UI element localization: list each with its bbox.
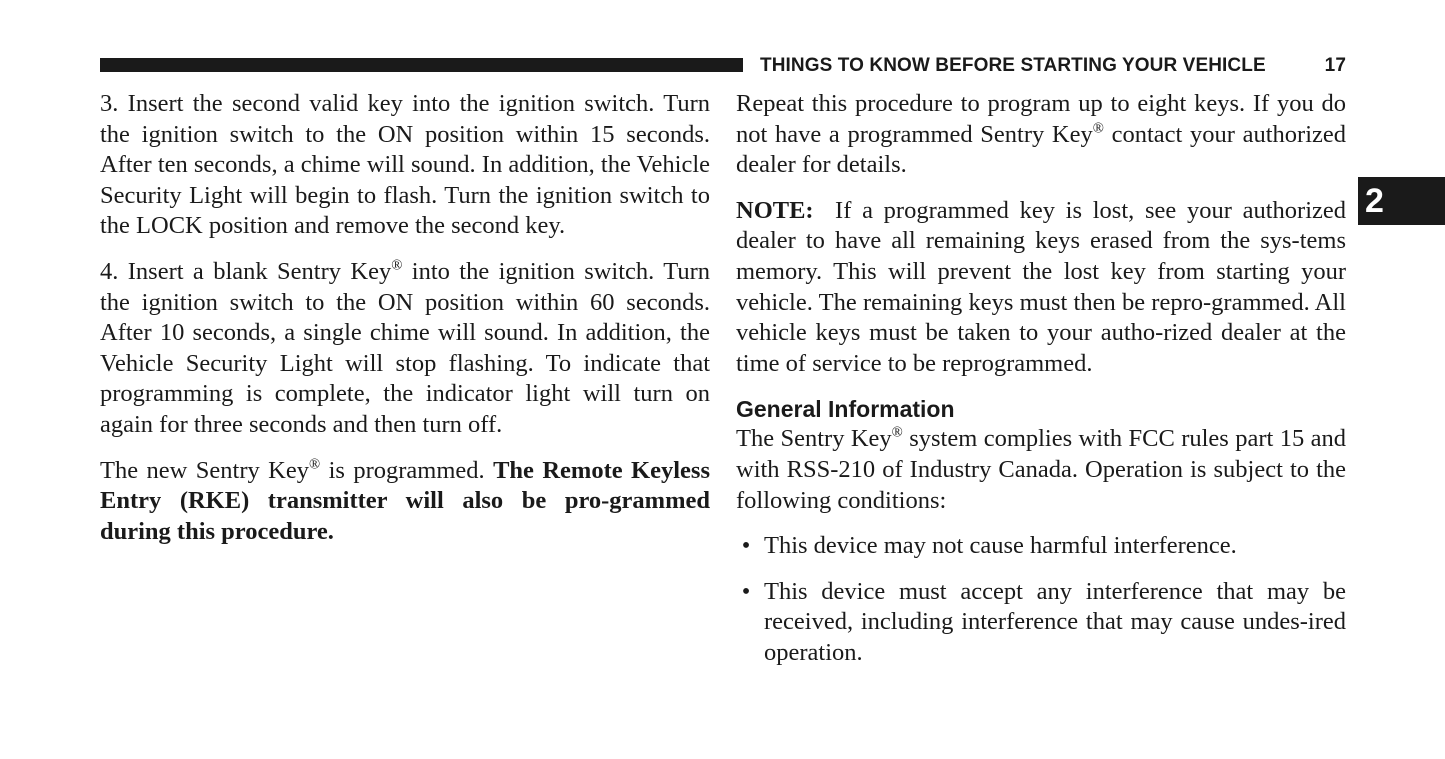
general-text-b: system complies with FCC rules part 15 and with RSS-210 of Industry Canada. Operation is subject to the following conditions: — [736, 425, 1346, 514]
note-paragraph — [736, 196, 1346, 380]
chapter-tab: 2 — [1358, 177, 1445, 225]
general-information-paragraph — [736, 424, 1346, 516]
rke-note-bold: The Remote Keyless Entry (RKE) transmitter will also be pro-grammed during this procedure. — [100, 456, 710, 545]
general-information-heading: General Information — [736, 396, 955, 423]
repeat-paragraph — [736, 89, 1346, 181]
programmed-paragraph — [100, 456, 710, 548]
step-4-paragraph — [100, 257, 710, 441]
bullet-icon: • — [741, 577, 751, 605]
registered-mark: ® — [308, 455, 321, 472]
note-label: NOTE: — [736, 196, 814, 224]
step-4-text-b: into the ignition switch. Turn the ignition switch to the ON position within 60 seconds. After 10 seconds, a single chime will sound. In addition, the Vehicle Security Light will stop flashing. To indicate that programming is complete, the indicator light will turn on again for three seconds and then turn off. — [100, 257, 711, 438]
bullet-icon: • — [741, 532, 751, 560]
header-rule — [100, 58, 743, 72]
conditions-list — [736, 531, 1346, 668]
right-column — [736, 89, 1346, 684]
programmed-text-a: The new Sentry Key — [100, 456, 309, 484]
general-text-a: The Sentry Key — [736, 425, 892, 453]
registered-mark: ® — [391, 257, 403, 274]
registered-mark: ® — [891, 424, 903, 441]
list-item-text: This device may not cause harmful interference. — [764, 532, 1237, 560]
programmed-text-b: is programmed. — [320, 456, 494, 484]
list-item — [736, 531, 1346, 562]
registered-mark: ® — [1092, 120, 1104, 137]
running-header — [760, 54, 1346, 78]
repeat-text-b: contact your authorized dealer for details. — [736, 120, 1346, 179]
list-item — [736, 577, 1346, 669]
page-number: 17 — [1324, 55, 1346, 76]
left-column — [100, 89, 710, 562]
repeat-text-a: Repeat this procedure to program up to eight keys. If you do not have a programmed Sentry Key — [736, 90, 1346, 148]
list-item-text: This device must accept any interference that may be received, including interference that may cause undes-ired operation. — [764, 577, 1346, 666]
header-title: THINGS TO KNOW BEFORE STARTING YOUR VEHICLE — [760, 55, 1266, 76]
step-3-paragraph: 3. Insert the second valid key into the ignition switch. Turn the ignition switch to the ON position within 15 seconds. After ten seconds, a chime will sound. In addition, the Vehicle Security Light will begin to flash. Turn the ignition switch to the LOCK position and remove the second key. — [100, 90, 710, 240]
step-4-text-a: 4. Insert a blank Sentry Key — [100, 257, 392, 285]
note-text: If a programmed key is lost, see your authorized dealer to have all remaining keys erased from the sys-tems memory. This will prevent the lost key from starting your vehicle. The remaining keys must then be repro-grammed. All vehicle keys must be taken to your autho-rized dealer at the time of service to be reprogrammed. — [736, 196, 1347, 377]
